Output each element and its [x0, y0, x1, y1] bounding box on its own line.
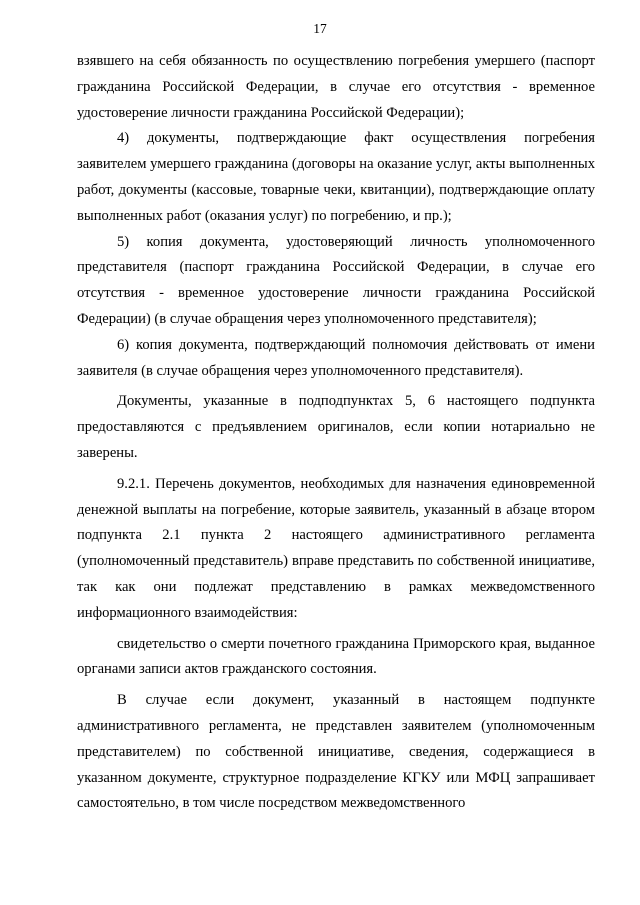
paragraph-death-certificate: свидетельство о смерти почетного гражданина Приморского края, выданное органами записи актов гражданского состояния. — [77, 635, 595, 678]
paragraph-item-6: 6) копия документа, подтверждающий полномочия действовать от имени заявителя (в случае обращения через уполномоченного представителя). — [77, 336, 595, 379]
paragraph-9-2-1: 9.2.1. Перечень документов, необходимых для назначения единовременной денежной выплаты на погребение, которые заявитель, указанный в абзаце втором подпункта 2.1 пункта 2 настоящего административного регламента (уполномоченный представитель) вправе представить по собственной инициативе, так как они подлежат представлению в рамках межведомственного информационного взаимодействия: — [77, 475, 595, 621]
page-number: 17 — [313, 21, 327, 36]
paragraph-interagency-request: В случае если документ, указанный в настоящем подпункте административного регламента, не представлен заявителем (уполномоченным представителем) по собственной инициативе, сведения, содержащиеся в указанном документе, структурное подразделение КГКУ или МФЦ запрашивает самостоятельно, в том числе посредством межведомственного — [77, 692, 595, 812]
paragraph-item-4: 4) документы, подтверждающие факт осуществления погребения заявителем умершего гражданина (договоры на оказание услуг, акты выполненных работ, документы (кассовые, товарные чеки, квитанции), подтверждающие оплату выполненных работ (оказания услуг) по погребению, и пр.); — [77, 130, 595, 224]
paragraph-item-5: 5) копия документа, удостоверяющий личность уполномоченного представителя (паспорт гражданина Российской Федерации, в случае его отсутствия - временное удостоверение личности гражданина Российской Федерации) (в случае обращения через уполномоченного представителя); — [77, 233, 595, 327]
paragraph-continuation: взявшего на себя обязанность по осуществлению погребения умершего (паспорт гражданина Российской Федерации, в случае его отсутствия - временное удостоверение личности гражданина Российской Федерации); — [77, 53, 595, 121]
document-body — [77, 49, 595, 817]
paragraph-originals-note: Документы, указанные в подподпунктах 5, 6 настоящего подпункта предоставляются с предъявлением оригиналов, если копии нотариально не заверены. — [77, 393, 595, 461]
